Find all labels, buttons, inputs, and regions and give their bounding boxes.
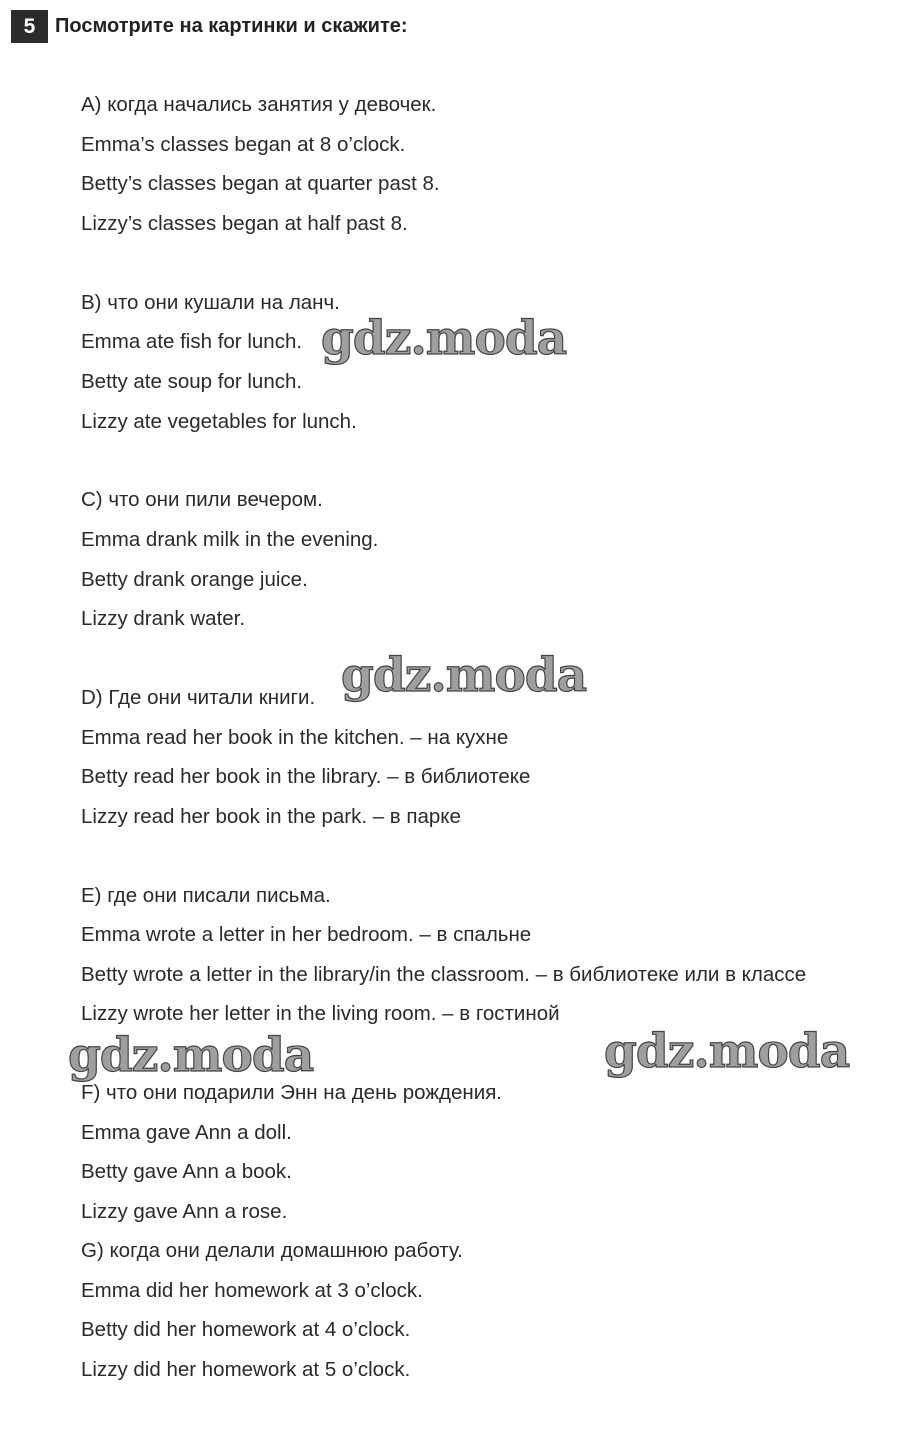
question-f: F) что они подарили Энн на день рождения. (81, 1081, 502, 1104)
answer-line: Emma read her book in the kitchen. – на кухне (81, 726, 509, 749)
question-c: C) что они пили вечером. (81, 488, 323, 511)
answer-line: Emma wrote a letter in her bedroom. – в спальне (81, 923, 532, 946)
answer-line: Betty wrote a letter in the library/in the classroom. – в библиотеке или в классе (81, 963, 807, 986)
question-d: D) Где они читали книги. (81, 686, 316, 709)
question-g: G) когда они делали домашнюю работу. (81, 1239, 463, 1262)
answer-line: Lizzy drank water. (81, 607, 246, 630)
answer-line: Betty did her homework at 4 o’clock. (81, 1318, 411, 1341)
task-title: Посмотрите на картинки и скажите: (55, 15, 408, 37)
answer-line: Lizzy wrote her letter in the living room. – в гостиной (81, 1002, 560, 1025)
answer-line: Betty’s classes began at quarter past 8. (81, 172, 440, 195)
task-header (11, 10, 408, 43)
watermark: gdz.moda (68, 1028, 314, 1083)
question-e: E) где они писали письма. (81, 884, 331, 907)
answer-line: Lizzy did her homework at 5 o’clock. (81, 1358, 411, 1381)
answer-line: Emma ate fish for lunch. (81, 330, 303, 353)
answer-line: Lizzy ate vegetables for lunch. (81, 410, 357, 433)
answer-line: Emma’s classes began at 8 o’clock. (81, 133, 406, 156)
watermark: gdz.moda (341, 648, 587, 703)
answer-line: Emma gave Ann a doll. (81, 1121, 292, 1144)
question-a: A) когда начались занятия у девочек. (81, 93, 437, 116)
watermark: gdz.moda (321, 311, 567, 366)
answer-line: Lizzy’s classes began at half past 8. (81, 212, 408, 235)
answer-line: Betty read her book in the library. – в библиотеке (81, 765, 531, 788)
answer-line: Emma drank milk in the evening. (81, 528, 379, 551)
answer-line: Lizzy gave Ann a rose. (81, 1200, 288, 1223)
answer-line: Betty drank orange juice. (81, 568, 308, 591)
task-number-badge: 5 (11, 10, 48, 43)
answer-line: Emma did her homework at 3 o’clock. (81, 1279, 423, 1302)
question-b: B) что они кушали на ланч. (81, 291, 340, 314)
watermark: gdz.moda (604, 1024, 850, 1079)
answer-line: Lizzy read her book in the park. – в парке (81, 805, 461, 828)
answer-line: Betty gave Ann a book. (81, 1160, 292, 1183)
answer-line: Betty ate soup for lunch. (81, 370, 303, 393)
